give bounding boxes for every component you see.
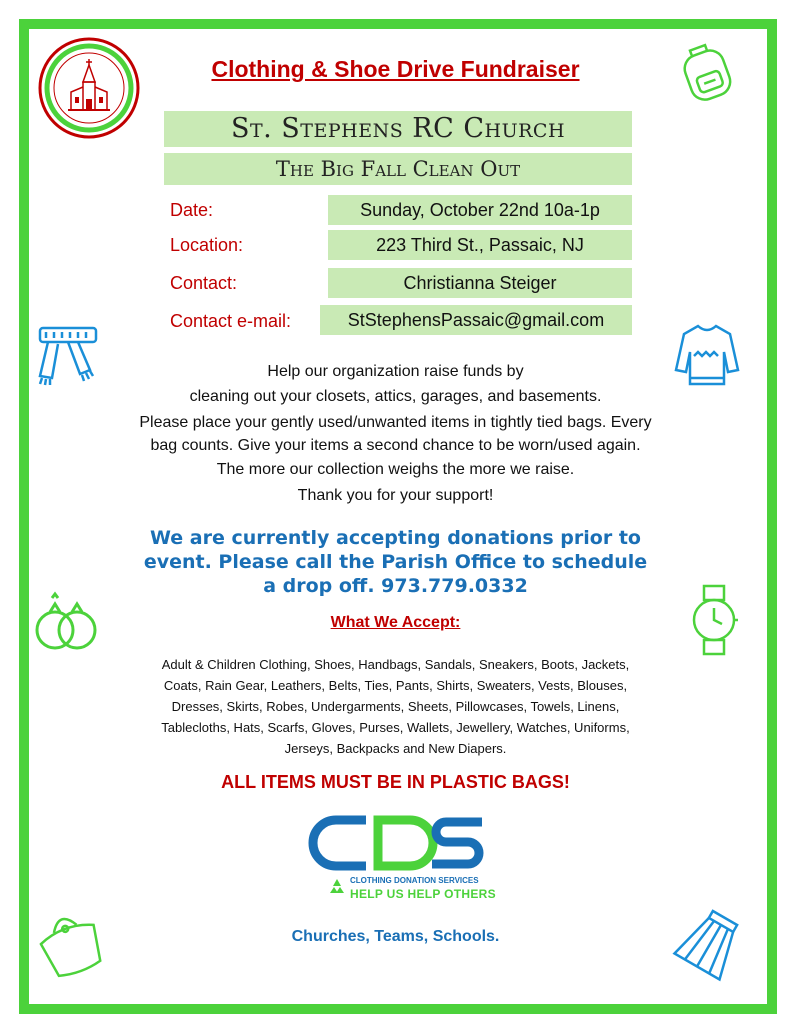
accepted-items-list <box>110 654 681 759</box>
cds-logo <box>314 812 486 874</box>
plastic-bags-warning: ALL ITEMS MUST BE IN PLASTIC BAGS! <box>221 772 570 792</box>
contact-value: Christianna Steiger <box>328 268 632 298</box>
cds-slogan: HELP US HELP OTHERS <box>350 887 496 901</box>
church-seal-icon <box>38 37 140 139</box>
recycle-icon <box>328 878 346 896</box>
accept-heading: What We Accept: <box>330 614 461 631</box>
accepted-items-line-1: Adult & Children Clothing, Shoes, Handbags, Sandals, Sneakers, Boots, Jackets, <box>161 657 630 672</box>
contact-email-value[interactable]: StStephensPassaic@gmail.com <box>320 305 632 335</box>
rings-icon <box>32 588 102 656</box>
notice-line-1: We are currently accepting donations prior to <box>150 527 641 549</box>
body-line-5: The more our collection weighs the more we raise. <box>216 461 575 478</box>
location-value: 223 Third St., Passaic, NJ <box>328 230 632 260</box>
watch-icon <box>684 584 744 656</box>
body-line-3: Please place your gently used/unwanted items in tightly tied bags. Every <box>139 414 652 431</box>
cds-subtitle: CLOTHING DONATION SERVICES <box>350 876 479 885</box>
notice-line-2: event. Please call the Parish Office to schedule <box>143 551 648 573</box>
body-line-4: bag counts. Give your items a second chance to be worn/used again. <box>150 437 641 454</box>
location-label: Location: <box>170 235 244 255</box>
scarf-icon <box>34 322 104 388</box>
contact-label: Contact: <box>170 273 238 293</box>
body-line-2: cleaning out your closets, attics, garages, and basements. <box>189 388 602 405</box>
contact-email-label: Contact e-mail: <box>170 311 292 331</box>
backpack-icon <box>672 36 742 106</box>
church-name-banner: St. Stephens RC Church <box>164 111 632 147</box>
date-value: Sunday, October 22nd 10a-1p <box>328 195 632 225</box>
body-line-1: Help our organization raise funds by <box>267 363 524 380</box>
accepted-items-line-2: Coats, Rain Gear, Leathers, Belts, Ties, Pants, Shirts, Sweaters, Vests, Blouses, <box>163 678 628 693</box>
tagline: Churches, Teams, Schools. <box>291 928 500 945</box>
accepted-items-line-5: Jerseys, Backpacks and New Diapers. <box>284 741 507 756</box>
date-label: Date: <box>170 200 214 220</box>
body-line-6: Thank you for your support! <box>297 487 494 504</box>
page-title: Clothing & Shoe Drive Fundraiser <box>211 56 580 82</box>
accepted-items-line-3: Dresses, Skirts, Robes, Undergarments, Sheets, Pillowcases, Towels, Linens, <box>171 699 620 714</box>
notice-line-3: a drop off. 973.779.0332 <box>263 575 528 597</box>
event-subtitle-banner: The Big Fall Clean Out <box>164 153 632 185</box>
sweater-icon <box>672 322 742 388</box>
purse-icon <box>32 904 108 980</box>
skirt-icon <box>676 906 744 982</box>
accepted-items-line-4: Tablecloths, Hats, Scarfs, Gloves, Purses, Wallets, Jewellery, Watches, Uniforms, <box>161 720 630 735</box>
